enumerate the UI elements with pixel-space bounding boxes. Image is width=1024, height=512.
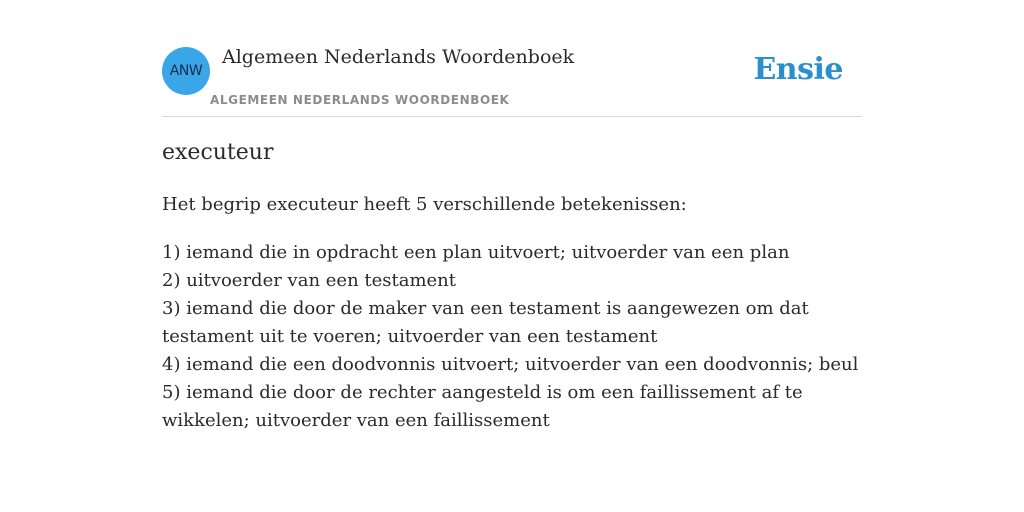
definition-card bbox=[162, 0, 862, 431]
source-subtitle: ALGEMEEN NEDERLANDS WOORDENBOEK bbox=[210, 93, 510, 107]
meaning-item: 4) iemand die een doodvonnis uitvoert; uitvoerder van een doodvonnis; beul bbox=[162, 354, 859, 375]
logo-text: ANW bbox=[169, 63, 203, 79]
meanings-list bbox=[162, 239, 862, 435]
meaning-item: 3) iemand die door de maker van een testament is aangewezen om dat testament uit te voeren; uitvoerder van een testament bbox=[162, 298, 809, 347]
intro-text: Het begrip executeur heeft 5 verschillende betekenissen: bbox=[162, 194, 687, 215]
anw-logo[interactable] bbox=[162, 47, 210, 95]
meaning-item: 1) iemand die in opdracht een plan uitvoert; uitvoerder van een plan bbox=[162, 242, 790, 263]
meaning-item: 2) uitvoerder van een testament bbox=[162, 270, 457, 291]
meaning-item: 5) iemand die door de rechter aangesteld is om een faillissement af te wikkelen; uitvoerder van een faillissement bbox=[162, 382, 803, 431]
headword: executeur bbox=[162, 140, 274, 165]
source-title[interactable]: Algemeen Nederlands Woordenboek bbox=[222, 46, 575, 68]
source-header bbox=[162, 0, 862, 117]
ensie-brand-logo[interactable]: Ensie bbox=[753, 52, 843, 87]
